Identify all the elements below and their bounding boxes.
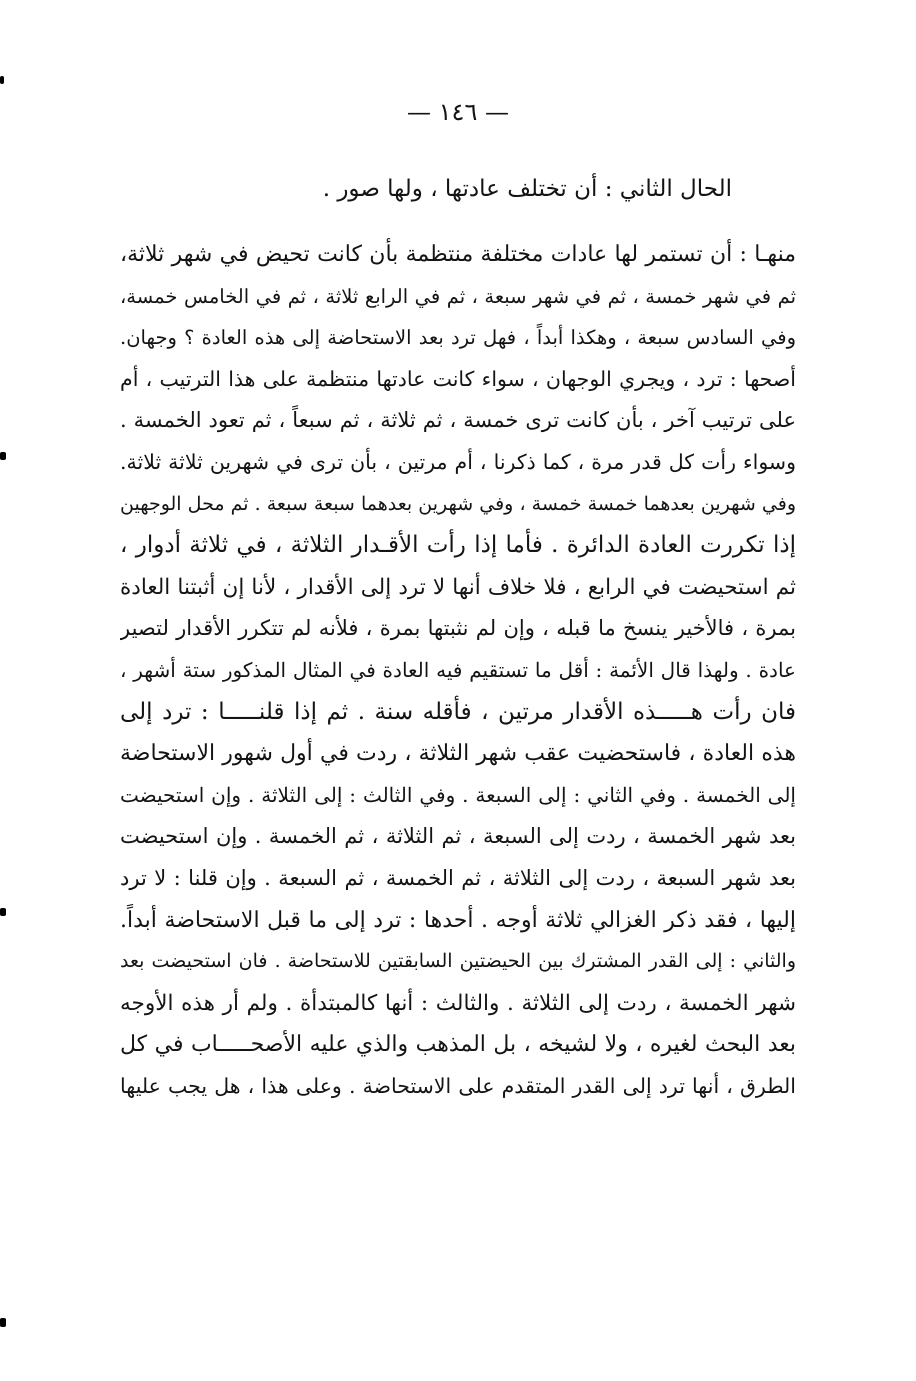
text-line: إليها ، فقد ذكر الغزالي ثلاثة أوجه . أحدها : ترد إلى ما قبل الاستحاضة أبداً. [120,907,796,933]
text-line: بعد شهر الخمسة ، ردت إلى السبعة ، ثم الثلاثة ، ثم الخمسة . وإن استحيضت [120,824,796,849]
scan-edge-mark-upper [0,452,6,460]
text-line: ثم في شهر خمسة ، ثم في شهر سبعة ، ثم في الرابع ثلاثة ، ثم في الخامس خمسة، [120,284,796,308]
text-line: وسواء رأت كل قدر مرة ، كما ذكرنا ، أم مرتين ، بأن ترى في شهرين ثلاثة ثلاثة. [120,449,796,474]
text-line: بعد شهر السبعة ، ردت إلى الثلاثة ، ثم الخمسة ، ثم السبعة . وإن قلنا : لا ترد [120,865,796,890]
text-line: فان رأت هـــــذه الأقدار مرتين ، فأقله سنة . ثم إذا قلنـــــا : ترد إلى [120,698,796,725]
text-line: وفي شهرين بعدهما خمسة خمسة ، وفي شهرين بعدهما سبعة سبعة . ثم محل الوجهين [120,492,796,515]
page-number: — ١٤٦ — [407,98,509,126]
text-line: الطرق ، أنها ترد إلى القدر المتقدم على الاستحاضة . وعلى هذا ، هل يجب عليها [120,1073,796,1098]
text-line: بمرة ، فالأخير ينسخ ما قبله ، وإن لم نثبتها بمرة ، فلأنه لم تتكرر الأقدار لتصير [120,616,796,641]
body-text [120,234,796,1107]
section-heading: الحال الثاني : أن تختلف عادتها ، ولها صور . [322,176,732,202]
text-line: وفي السادس سبعة ، وهكذا أبداً ، فهل ترد بعد الاستحاضة إلى هذه العادة ؟ وجهان. [120,326,796,350]
scan-edge-mark-bottom [0,1318,6,1327]
scan-edge-mark-middle [0,908,6,916]
text-line: ثم استحيضت في الرابع ، فلا خلاف أنها لا ترد إلى الأقدار ، لأنا إن أثبتنا العادة [120,574,796,600]
scan-edge-mark-top [0,76,4,84]
text-line: بعد البحث لغيره ، ولا لشيخه ، بل المذهب والذي عليه الأصحـــــاب في كل [120,1032,796,1058]
text-line: هذه العادة ، فاستحضيت عقب شهر الثلاثة ، ردت في أول شهور الاستحاضة [120,741,796,767]
text-line: عادة . ولهذا قال الأئمة : أقل ما تستقيم فيه العادة في المثال المذكور ستة أشهر ، [120,657,796,682]
text-line: إذا تكررت العادة الدائرة . فأما إذا رأت الأقـدار الثلاثة ، في ثلاثة أدوار ، [120,532,796,559]
text-line: أصحها : ترد ، ويجري الوجهان ، سواء كانت عادتها منتظمة على هذا الترتيب ، أم [120,366,796,391]
text-line: منهـا : أن تستمر لها عادات مختلفة منتظمة بأن كانت تحيض في شهر ثلاثة، [120,242,796,267]
text-line: على ترتيب آخر ، بأن كانت ترى خمسة ، ثم ثلاثة ، ثم سبعاً ، ثم تعود الخمسة . [120,408,796,433]
text-line: إلى الخمسة . وفي الثاني : إلى السبعة . وفي الثالث : إلى الثلاثة . وإن استحيضت [120,782,796,807]
text-line: والثاني : إلى القدر المشترك بين الحيضتين السابقتين للاستحاضة . فان استحيضت بعد [120,950,796,973]
text-line: شهر الخمسة ، ردت إلى الثلاثة . والثالث : أنها كالمبتدأة . ولم أر هذه الأوجه [120,990,796,1016]
